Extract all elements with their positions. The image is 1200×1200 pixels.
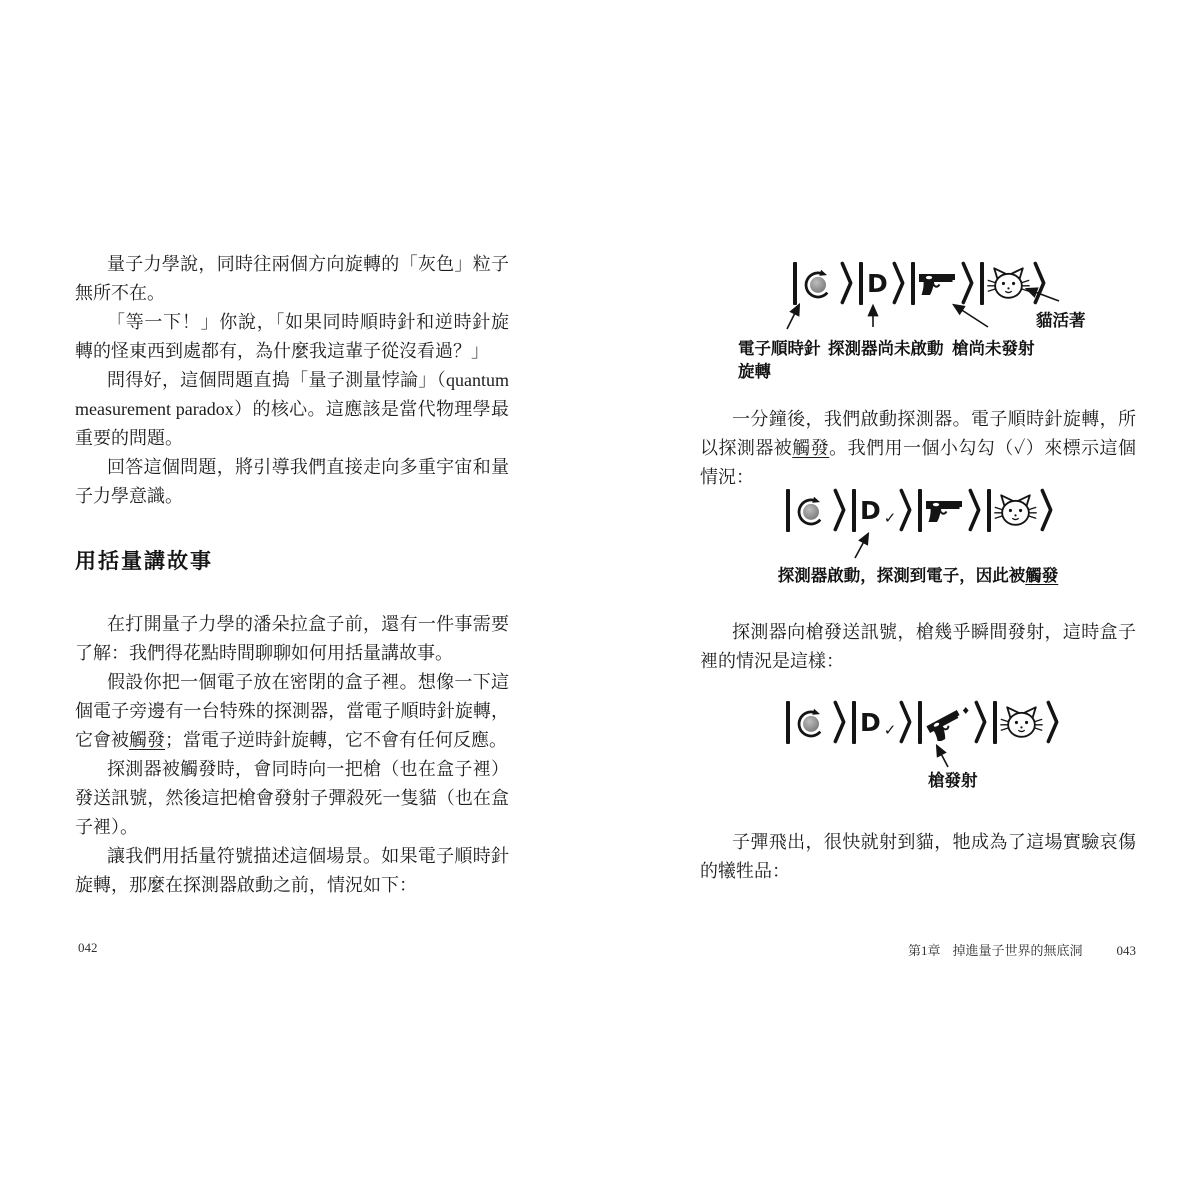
ket-detector <box>859 259 905 307</box>
electron-clockwise-spin-icon <box>793 492 830 529</box>
left-paragraphs-bottom <box>75 610 509 900</box>
check-icon: ✓ <box>883 509 897 527</box>
label-line: 電子順時針 <box>738 339 821 358</box>
left-page <box>75 250 509 950</box>
paragraph <box>75 308 509 366</box>
rangle-bracket-icon <box>833 487 846 533</box>
chapter-title: 掉進量子世界的無底洞 <box>952 943 1083 958</box>
ket-gun-fired <box>918 698 987 746</box>
ket-bar-icon <box>980 262 984 305</box>
pistol-icon <box>925 496 965 524</box>
cat-face-icon <box>1000 705 1043 740</box>
ket-bar-icon <box>918 489 922 532</box>
electron-clockwise-spin-icon <box>800 265 837 302</box>
paragraph-text: 。我們用一個小勾勾（✓）來標示這個情況： <box>700 438 1137 487</box>
caption-gun-fires: 槍發射 <box>928 771 978 790</box>
ket-detector-checked <box>852 698 912 746</box>
caption-detector-triggered <box>700 562 1136 586</box>
paragraph <box>700 618 1136 676</box>
cat-face-icon <box>987 266 1030 301</box>
ket-bar-icon <box>911 262 915 305</box>
cat-face-icon <box>994 493 1037 528</box>
ket-cat <box>980 259 1046 307</box>
detector-D-symbol: D <box>860 707 881 737</box>
paragraph <box>75 366 509 453</box>
page-number-left: 042 <box>78 940 98 955</box>
right-paragraph-2 <box>700 618 1136 676</box>
paragraph <box>75 453 509 511</box>
ket-row <box>786 698 1059 746</box>
paragraph <box>75 668 509 755</box>
ket-diagram-gun-fires <box>700 695 1136 813</box>
rangle-bracket-icon <box>1046 699 1059 745</box>
ket-cat <box>993 698 1059 746</box>
right-page <box>700 245 1136 965</box>
paragraph-text: 在打開量子力學的潘朵拉盒子前，還有一件事需要了解：我們得花點時間聊聊如何用括量講故事。 <box>75 614 509 663</box>
ket-gun <box>911 259 974 307</box>
ket-diagram-detector-triggered <box>700 480 1136 595</box>
rangle-bracket-icon <box>892 260 905 306</box>
paragraph-text: 探測器向槍發送訊號，槍幾乎瞬間發射，這時盒子裡的情況是這樣： <box>700 622 1136 671</box>
paragraph <box>75 610 509 668</box>
detector-D-symbol: D <box>860 495 881 525</box>
paragraph <box>75 842 509 900</box>
left-paragraphs-top <box>75 250 509 511</box>
ket-bar-icon <box>793 262 797 305</box>
right-paragraph-3 <box>700 828 1136 886</box>
underlined-term: 觸發 <box>1025 566 1059 585</box>
underlined-term: 觸發 <box>129 730 165 750</box>
check-icon: ✓ <box>883 721 897 739</box>
ket-gun <box>918 486 981 534</box>
rangle-bracket-icon <box>899 699 912 745</box>
paragraph-text: 一分鐘後，我們啟動探測器。電子順時針旋轉，所以探測器被 <box>700 409 1136 458</box>
rangle-bracket-icon <box>1033 260 1046 306</box>
electron-clockwise-spin-icon <box>793 704 830 741</box>
ket-bar-icon <box>918 701 922 744</box>
ket-electron <box>786 486 846 534</box>
ket-bar-icon <box>987 489 991 532</box>
ket-diagram-initial-state <box>700 245 1136 395</box>
paragraph-text: 探測器被觸發時，會同時向一把槍（也在盒子裡）發送訊號，然後這把槍會發射子彈殺死一隻貓（也在盒子裡）。 <box>75 759 509 837</box>
ket-bar-icon <box>859 262 863 305</box>
running-footer <box>700 940 1136 959</box>
rangle-bracket-icon <box>840 260 853 306</box>
section-heading: 用括量講故事 <box>75 549 213 573</box>
ket-row <box>793 259 1046 307</box>
ket-electron <box>786 698 846 746</box>
paragraph <box>75 755 509 842</box>
label-detector-off: 探測器尚未啟動 <box>828 339 944 358</box>
paragraph-text: 量子力學說，同時往兩個方向旋轉的「灰色」粒子無所不在。 <box>75 254 509 303</box>
detector-D-symbol: D <box>867 268 888 298</box>
label-line: 旋轉 <box>738 362 771 381</box>
ket-bar-icon <box>993 701 997 744</box>
rangle-bracket-icon <box>968 487 981 533</box>
rangle-bracket-icon <box>833 699 846 745</box>
caption-text: 探測器啟動，探測到電子，因此被 <box>777 566 1026 585</box>
paragraph-text: 子彈飛出，很快就射到貓，牠成為了這場實驗哀傷的犧牲品： <box>700 832 1136 881</box>
pistol-fired-icon <box>925 704 971 741</box>
pistol-icon <box>918 269 958 297</box>
rangle-bracket-icon <box>974 699 987 745</box>
paragraph-text: ；當電子逆時針旋轉，它不會有任何反應。 <box>165 730 507 750</box>
ket-row <box>786 486 1053 534</box>
paragraph-text: 問得好，這個問題直搗「量子測量悖論」（quantum measurement paradox）的核心。這應該是當代物理學最重要的問題。 <box>75 370 509 448</box>
rangle-bracket-icon <box>961 260 974 306</box>
ket-bar-icon <box>852 701 856 744</box>
ket-bar-icon <box>786 489 790 532</box>
paragraph-text: 假設你把一個電子放在密閉的盒子裡。想像一下這個電子旁邊有一台特殊的探測器，當電子順時針旋轉，它會被 <box>75 672 509 750</box>
page-number-right: 043 <box>1116 943 1136 958</box>
ket-bar-icon <box>786 701 790 744</box>
ket-detector-checked <box>852 486 912 534</box>
chapter-label: 第1章 <box>907 943 941 958</box>
paragraph-text: 讓我們用括量符號描述這個場景。如果電子順時針旋轉，那麼在探測器啟動之前，情況如下： <box>75 846 509 895</box>
paragraph <box>700 828 1136 886</box>
paragraph-text: 「等一下！」你說，「如果同時順時針和逆時針旋轉的怪東西到處都有，為什麼我這輩子從沒看過？」 <box>75 312 509 361</box>
label-electron-spin <box>738 337 821 383</box>
underlined-term: 觸發 <box>792 438 830 458</box>
paragraph <box>75 250 509 308</box>
ket-bar-icon <box>852 489 856 532</box>
paragraph <box>700 405 1136 492</box>
ket-cat <box>987 486 1053 534</box>
label-gun-not-fired: 槍尚未發射 <box>952 339 1035 358</box>
right-paragraph-1 <box>700 405 1136 492</box>
ket-electron <box>793 259 853 307</box>
paragraph-text: 回答這個問題，將引導我們直接走向多重宇宙和量子力學意識。 <box>75 457 509 506</box>
rangle-bracket-icon <box>899 487 912 533</box>
rangle-bracket-icon <box>1040 487 1053 533</box>
label-cat-alive: 貓活著 <box>1036 311 1086 330</box>
